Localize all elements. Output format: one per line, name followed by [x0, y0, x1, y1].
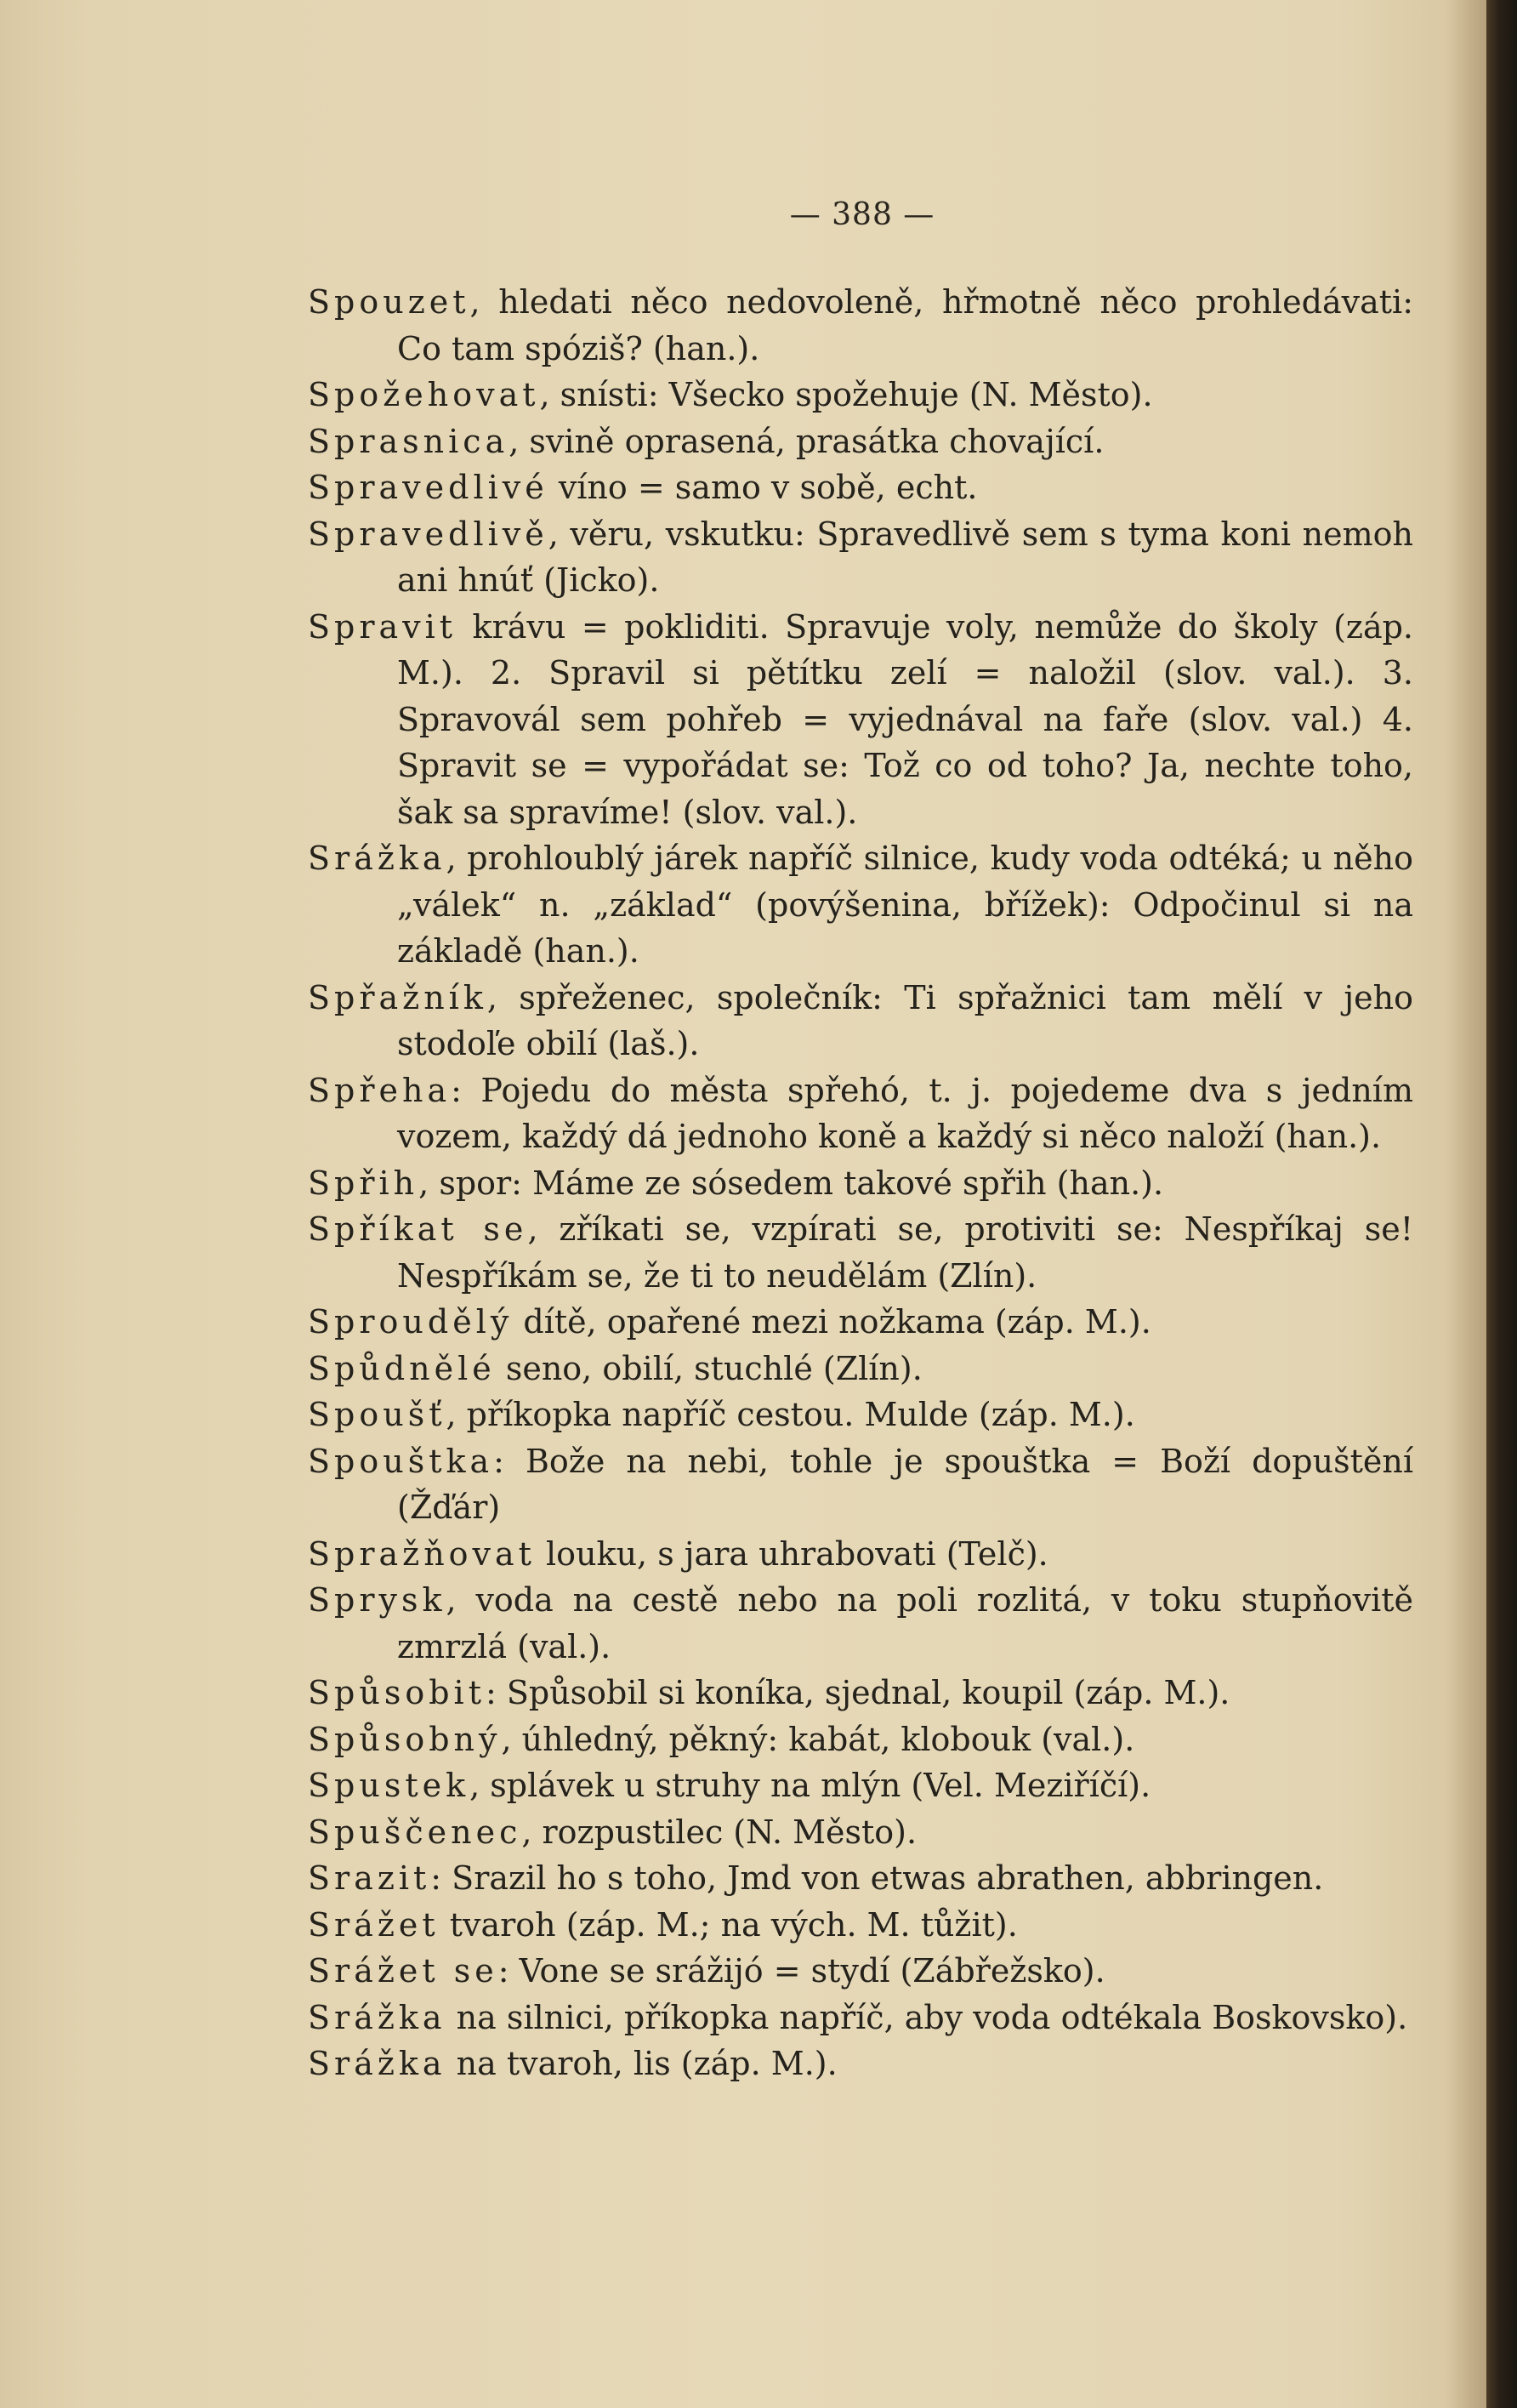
entry-text: , splávek u struhy na mlýn (Vel. Meziříčí). [469, 1767, 1151, 1804]
entry-headword: Srážet se [308, 1952, 498, 1990]
entry-sprih [308, 1160, 1413, 1207]
entry-spouzet [308, 279, 1413, 372]
entry-text: : Pojedu do města spřehó, t. j. pojedeme dva s jedním vozem, každý dá jednoho koně a každý si něco naloží (han.). [397, 1071, 1413, 1155]
entry-headword: Spražňovat [308, 1534, 536, 1573]
entry-spravit [308, 604, 1413, 836]
entry-headword: Srážet [308, 1905, 440, 1944]
entry-sprikat-se [308, 1206, 1413, 1299]
entry-headword: Spouzet [308, 283, 470, 321]
entry-srazit [308, 1855, 1413, 1902]
entry-text: , zříkati se, vzpírati se, protiviti se: Nespříkaj se! Nespříkám se, že ti to neudělám (Zlín). [397, 1210, 1413, 1295]
entry-headword: Spravedlivě [308, 515, 548, 553]
entry-text: , svině oprasená, prasátka chovající. [509, 422, 1105, 460]
entry-spoustka [308, 1438, 1413, 1531]
entry-text: , hledati něco nedovoleně, hřmotně něco prohledávati: Co tam spóziš? (han.). [397, 283, 1413, 367]
entry-sprasnica [308, 418, 1413, 465]
entry-spozehovat [308, 372, 1413, 418]
entry-headword: Sproudělý [308, 1303, 514, 1341]
entry-text: : Bože na nebi, tohle je spouštka = Boží dopuštění (Žďár) [397, 1442, 1413, 1526]
entry-spravedlive-vino [308, 464, 1413, 511]
entry-sproudely [308, 1299, 1413, 1346]
entry-spreha [308, 1067, 1413, 1160]
entry-headword: Sprysk [308, 1581, 446, 1619]
entry-text: dítě, opařené mezi nožkama (záp. M.). [513, 1303, 1151, 1341]
entry-headword: Sprasnica [308, 422, 509, 460]
entry-spusobit [308, 1670, 1413, 1716]
entry-sprazník [308, 975, 1413, 1067]
entry-text: , úhledný, pěkný: kabát, klobouk (val.). [501, 1720, 1135, 1758]
entry-text: : Vone se srážijó = stydí (Zábřežsko). [497, 1952, 1105, 1990]
entry-headword: Spuščenec [308, 1813, 522, 1851]
page-number: — 388 — [789, 197, 935, 232]
entry-headword: Spravit [308, 607, 457, 646]
entry-text: : Spůsobil si koníka, sjednal, koupil (záp. M.). [485, 1674, 1230, 1711]
entry-headword: Spůsobný [308, 1720, 502, 1758]
entry-srazka-3 [308, 2041, 1413, 2087]
entry-headword: Spožehovat [308, 376, 540, 413]
entry-headword: Spravedlivé [308, 469, 548, 506]
page-fold-shadow [1446, 0, 1486, 2408]
entry-srazka-1 [308, 835, 1413, 975]
entry-text: krávu = pokliditi. Spravuje voly, nemůže do školy (záp. M.). 2. Spravil si pětítku zelí = naložil (slov. val.). 3. Spravovál sem pohřeb = vyjednával na faře (slov. val.) 4. Spravit se = vypořádat se: Tož co od toho? Ja, nechte toho, šak sa spravíme! (slov. val.). [397, 607, 1413, 831]
entry-spudnele [308, 1346, 1413, 1392]
entry-spusobny [308, 1716, 1413, 1763]
entry-text: , věru, vskutku: Spravedlivě sem s tyma koni nemoh ani hnúť (Jicko). [397, 515, 1413, 599]
entry-srazet [308, 1902, 1413, 1949]
entry-srazka-2 [308, 1995, 1413, 2041]
entry-headword: Srážka [308, 2045, 446, 2082]
entry-text: , snísti: Všecko spožehuje (N. Město). [539, 376, 1153, 413]
entry-headword: Spřažník [308, 978, 487, 1016]
entry-spustek [308, 1762, 1413, 1809]
entry-text: , příkopka napříč cestou. Mulde (záp. M.). [446, 1396, 1135, 1433]
entry-headword: Spřeha [308, 1071, 452, 1109]
entry-headword: Spůdnělé [308, 1349, 496, 1387]
entry-headword: Srazit [308, 1859, 431, 1897]
entry-sprazno-vat [308, 1531, 1413, 1578]
entry-text: tvaroh (záp. M.; na vých. M. tůžit). [439, 1905, 1018, 1944]
entry-text: , rozpustilec (N. Město). [521, 1813, 918, 1851]
dictionary-entries [308, 279, 1413, 2087]
entry-text: , spor: Máme ze sósedem takové spřih (han.). [418, 1164, 1164, 1202]
entry-text: , voda na cestě nebo na poli rozlitá, v toku stupňovitě zmrzlá (val.). [397, 1581, 1413, 1665]
entry-headword: Spustek [308, 1767, 470, 1804]
entry-headword: Srážka [308, 840, 446, 877]
entry-text: : Srazil ho s toho, Jmd von etwas abrathen, abbringen. [430, 1859, 1324, 1897]
entry-text: louku, s jara uhrabovati (Telč). [535, 1534, 1048, 1573]
entry-spoust [308, 1392, 1413, 1438]
entry-headword: Srážka [308, 1998, 446, 2036]
entry-sprysk [308, 1577, 1413, 1670]
entry-text: , spřeženec, společník: Ti spřažnici tam mělí v jeho stodoľe obilí (laš.). [397, 978, 1413, 1062]
entry-text: seno, obilí, stuchlé (Zlín). [495, 1349, 923, 1387]
entry-headword: Spřih [308, 1164, 419, 1202]
entry-spravedlive [308, 511, 1413, 604]
entry-headword: Spouštka [308, 1442, 494, 1480]
entry-text: víno = samo v sobě, echt. [548, 469, 978, 506]
entry-text: na silnici, příkopka napříč, aby voda odtékala Boskovsko). [446, 1998, 1408, 2036]
book-spine-edge [1486, 0, 1517, 2408]
entry-text: , prohloublý járek napříč silnice, kudy voda odtéká; u něho „válek“ n. „základ“ (povýšenina, břížek): Odpočinul si na základě (han.). [397, 840, 1413, 970]
entry-text: na tvaroh, lis (záp. M.). [446, 2045, 838, 2082]
entry-spuscenec [308, 1809, 1413, 1856]
entry-srazet-se [308, 1948, 1413, 1995]
entry-headword: Spoušť [308, 1396, 446, 1433]
entry-headword: Spříkat se [308, 1210, 528, 1248]
entry-headword: Spůsobit [308, 1674, 486, 1711]
